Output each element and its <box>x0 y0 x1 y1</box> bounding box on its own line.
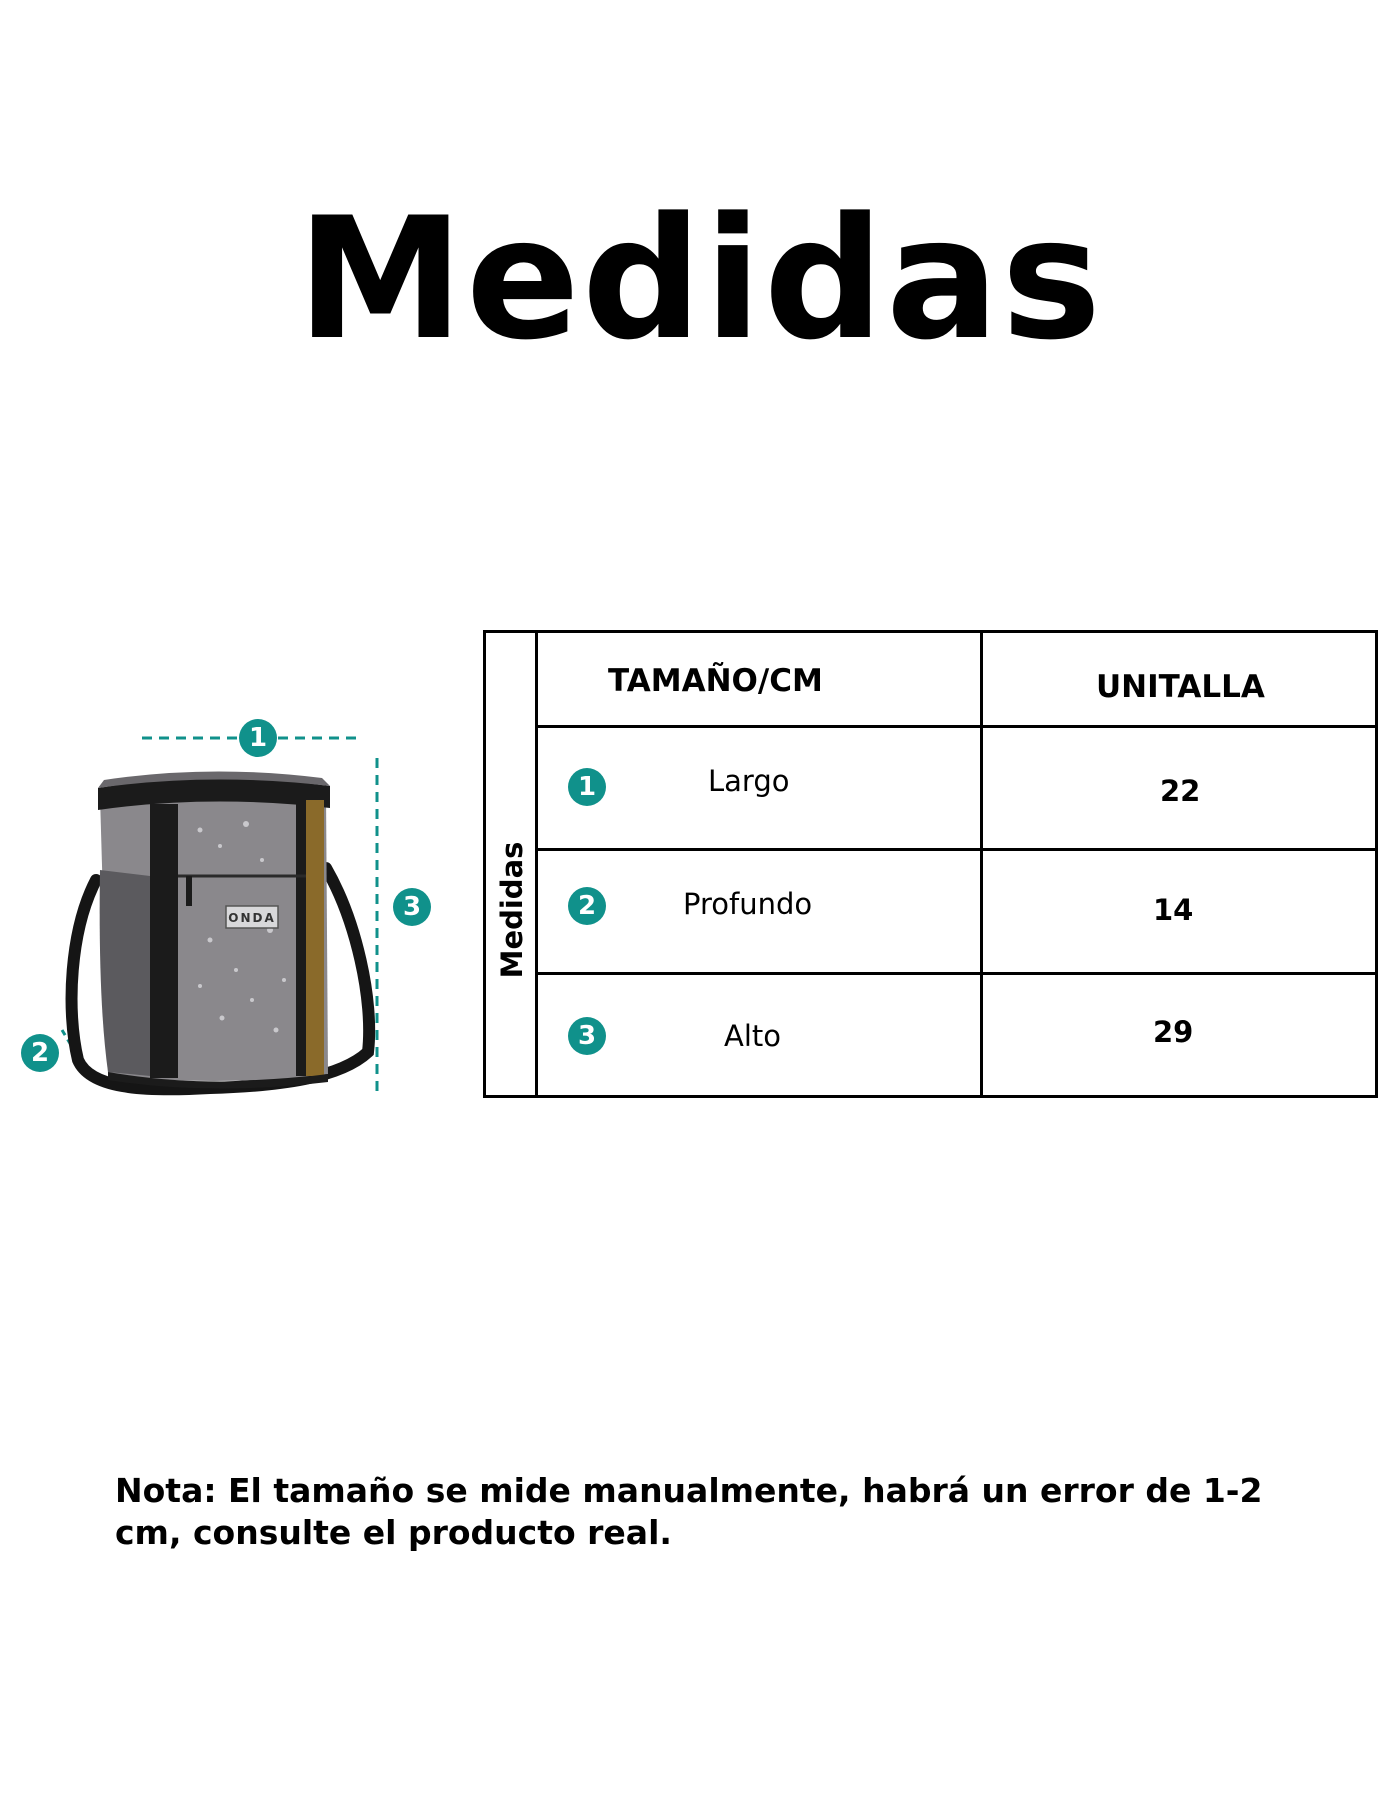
row-label: Largo <box>708 764 790 798</box>
row-label-cell <box>538 975 983 1098</box>
row-marker-badge: 3 <box>568 1017 606 1055</box>
row-value: 22 <box>1160 774 1201 808</box>
table-header-row <box>538 633 1375 728</box>
bag-logo-text: ONDA <box>228 911 276 925</box>
mesh-pocket <box>100 870 150 1076</box>
row-value: 29 <box>1153 1015 1194 1049</box>
row-label: Alto <box>724 1019 782 1053</box>
table-side-label: Medidas <box>495 841 529 979</box>
row-label-cell <box>538 728 983 848</box>
marker-2-badge: 2 <box>21 1034 59 1072</box>
table-row <box>538 851 1375 975</box>
bag-trim-left <box>150 804 178 1078</box>
row-value-cell <box>983 975 1375 1098</box>
header-value-label: UNITALLA <box>1096 669 1265 705</box>
page-title: Medidas <box>296 181 1104 377</box>
row-marker-badge: 2 <box>568 887 606 925</box>
row-value: 14 <box>1153 893 1194 927</box>
row-label: Profundo <box>683 887 813 921</box>
row-value-cell <box>983 851 1375 972</box>
zipper-trim <box>306 800 324 1076</box>
row-value-cell <box>983 728 1375 848</box>
table-row <box>538 975 1375 1098</box>
measurement-note: Nota: El tamaño se mide manualmente, habrá un error de 1-2 cm, consulte el producto real. <box>115 1471 1263 1552</box>
table-side-column <box>486 633 538 1095</box>
row-marker-badge: 1 <box>568 768 606 806</box>
row-label-cell <box>538 851 983 972</box>
header-cell-size <box>538 633 983 725</box>
header-cell-value <box>983 633 1375 725</box>
measurements-table <box>483 630 1378 1098</box>
marker-3-badge: 3 <box>393 888 431 926</box>
bag-illustration <box>0 700 460 1120</box>
table-grid <box>538 633 1375 1095</box>
table-row <box>538 728 1375 851</box>
bag-diagram <box>0 700 460 1120</box>
marker-1-badge: 1 <box>239 719 277 757</box>
header-size-label: TAMAÑO/CM <box>608 663 823 699</box>
